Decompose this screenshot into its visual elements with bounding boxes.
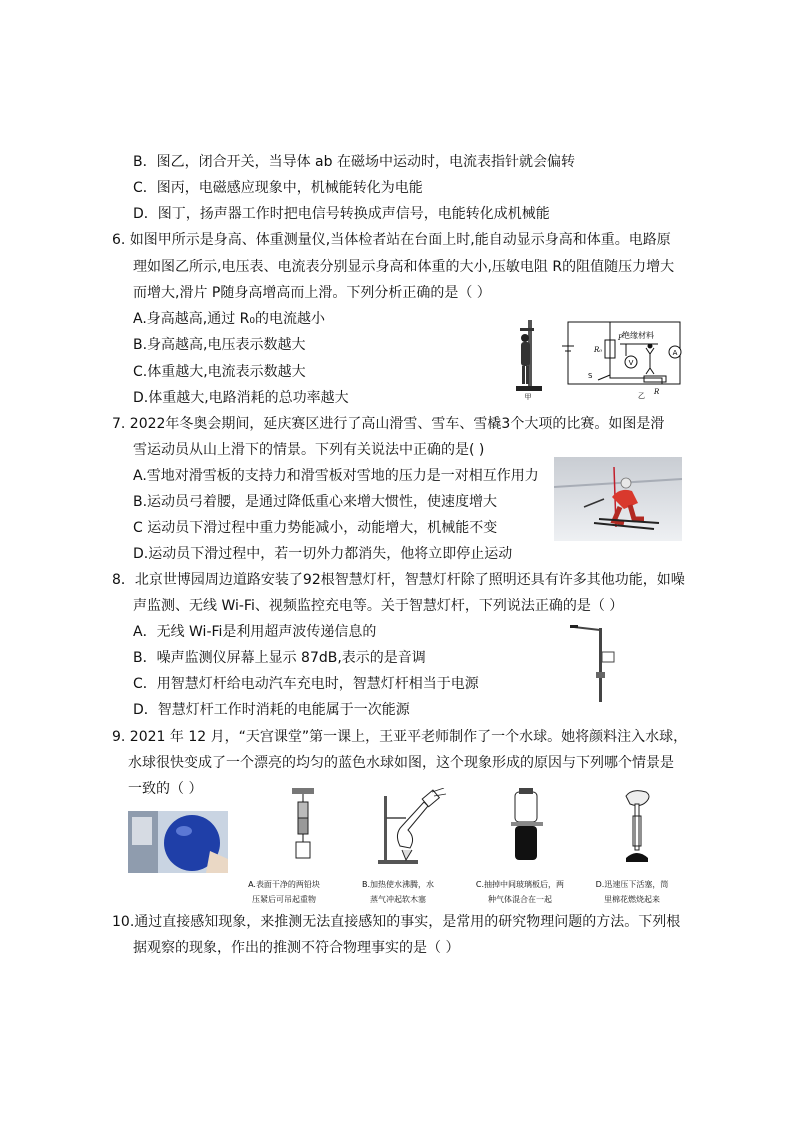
gas-jars-figure xyxy=(505,786,547,866)
fire-syringe-figure xyxy=(616,786,660,866)
q6-stem-line1: 6. 如图甲所示是身高、体重测量仪,当体检者站在台面上时,能自动显示身高和体重。电路原 xyxy=(112,232,671,248)
q5-option-c: C．图丙，电磁感应现象中，机械能转化为电能 xyxy=(133,180,423,196)
q7-option-d: D.运动员下滑过程中，若一切外力都消失，他将立即停止运动 xyxy=(133,546,513,562)
q10-stem-line2: 据观察的现象，作出的推测不符合物理事实的是（ ） xyxy=(133,940,460,956)
q9-caption-b-line1: B.加热使水沸腾，水 xyxy=(361,880,435,889)
pressure-resistor xyxy=(644,376,666,382)
person-head xyxy=(521,334,529,342)
water-ball-photo xyxy=(128,811,228,873)
person-body xyxy=(521,342,530,366)
q6-stem-line3: 而增大,滑片 P随身高增高而上滑。下列分析正确的是（ ） xyxy=(133,285,491,301)
q8-option-a: A．无线 Wi-Fi是利用超声波传递信息的 xyxy=(133,624,377,640)
lamp-head xyxy=(570,625,578,628)
q6-option-b: B.身高越高,电压表示数越大 xyxy=(133,337,306,353)
q7-stem-line1: 7. 2022年冬奥会期间，延庆赛区进行了高山滑雪、雪车、雪橇3个大项的比赛。如图是滑 xyxy=(112,416,665,432)
svg-text:A: A xyxy=(672,349,678,357)
q9-stem-line2: 水球很快变成了一个漂亮的均匀的蓝色水球如图，这个现象形成的原因与下列哪个情景是 xyxy=(128,755,674,771)
svg-text:S: S xyxy=(588,372,593,380)
q7-option-b: B.运动员弓着腰，是通过降低重心来增大惯性，使速度增大 xyxy=(133,494,498,510)
q6-option-a: A.身高越高,通过 R₀的电流越小 xyxy=(133,311,326,327)
smart-lamp-post-figure xyxy=(568,622,618,704)
q9-stem-line3: 一致的（ ） xyxy=(128,781,203,797)
q9-caption-d-line2: 里棉花燃烧起来 xyxy=(604,895,660,904)
q6-stem-line2: 理如图乙所示,电压表、电流表分别显示身高和体重的大小,压敏电阻 R的阻值随压力增大 xyxy=(133,259,675,275)
svg-text:P: P xyxy=(618,334,623,342)
svg-text:R: R xyxy=(654,388,660,396)
q5-option-b: B．图乙，闭合开关，当导体 ab 在磁场中运动时，电流表指针就会偏转 xyxy=(133,154,575,170)
q9-caption-b-line2: 蒸气冲起软木塞 xyxy=(370,895,426,904)
q9-stem-line1: 9. 2021 年 12 月，“天宫课堂”第一课上，王亚平老师制作了一个水球。她将颜料注入水球， xyxy=(112,729,688,745)
svg-text:V: V xyxy=(628,359,634,367)
fig-label-yi: 乙 xyxy=(638,392,645,400)
q8-stem-line2: 声监测、无线 Wi-Fi、视频监控充电等。关于智慧灯杆，下列说法正确的是（ ） xyxy=(133,598,624,614)
skier-photo xyxy=(554,457,682,541)
q9-caption-c-line2: 种气体混合在一起 xyxy=(488,895,552,904)
q10-stem-line1: 10.通过直接感知现象，来推测无法直接感知的事实，是常用的研究物理问题的方法。下列根 xyxy=(112,914,681,930)
height-slider xyxy=(520,328,534,331)
q9-caption-c-line1: C.抽掉中间玻璃板后，两 xyxy=(475,880,565,889)
height-scale-figure xyxy=(510,318,550,400)
q8-option-b: B．噪声监测仪屏幕上显示 87dB,表示的是音调 xyxy=(133,650,426,666)
scale-platform xyxy=(516,386,542,391)
circuit-diagram xyxy=(558,318,690,400)
q8-option-c: C．用智慧灯杆给电动汽车充电时，智慧灯杆相当于电源 xyxy=(133,676,479,692)
q5-option-d: D．图丁，扬声器工作时把电信号转换成声信号，电能转化成机械能 xyxy=(133,206,550,222)
q6-option-d: D.体重越大,电路消耗的总功率越大 xyxy=(133,390,349,406)
q7-option-a: A.雪地对滑雪板的支持力和滑雪板对雪地的压力是一对相互作用力 xyxy=(133,468,539,484)
q8-option-d: D．智慧灯杆工作时消耗的电能属于一次能源 xyxy=(133,702,410,718)
svg-text:R₀: R₀ xyxy=(594,346,603,354)
boiling-flask-figure xyxy=(372,788,448,866)
lead-blocks-figure xyxy=(288,786,318,866)
monitor-screen xyxy=(602,652,614,662)
q6-option-c: C.体重越大,电流表示数越大 xyxy=(133,364,306,380)
lamp-pole xyxy=(599,628,602,702)
q7-stem-line2: 雪运动员从山上滑下的情景。下列有关说法中正确的是( ) xyxy=(133,442,485,458)
q7-option-c: C 运动员下滑过程中重力势能减小，动能增大，机械能不变 xyxy=(133,520,498,536)
insulation-label: 绝缘材料 xyxy=(622,331,654,340)
q9-caption-a-line2: 压紧后可吊起重物 xyxy=(252,895,316,904)
fig-label-jia: 甲 xyxy=(524,393,532,400)
q9-caption-a-line1: A.表面干净的两铅块 xyxy=(248,880,320,889)
q9-caption-d-line1: D.迅速压下活塞，筒 xyxy=(595,880,669,889)
q8-stem-line1: 8．北京世博园周边道路安装了92根智慧灯杆，智慧灯杆除了照明还具有许多其他功能，如噪 xyxy=(112,572,685,588)
